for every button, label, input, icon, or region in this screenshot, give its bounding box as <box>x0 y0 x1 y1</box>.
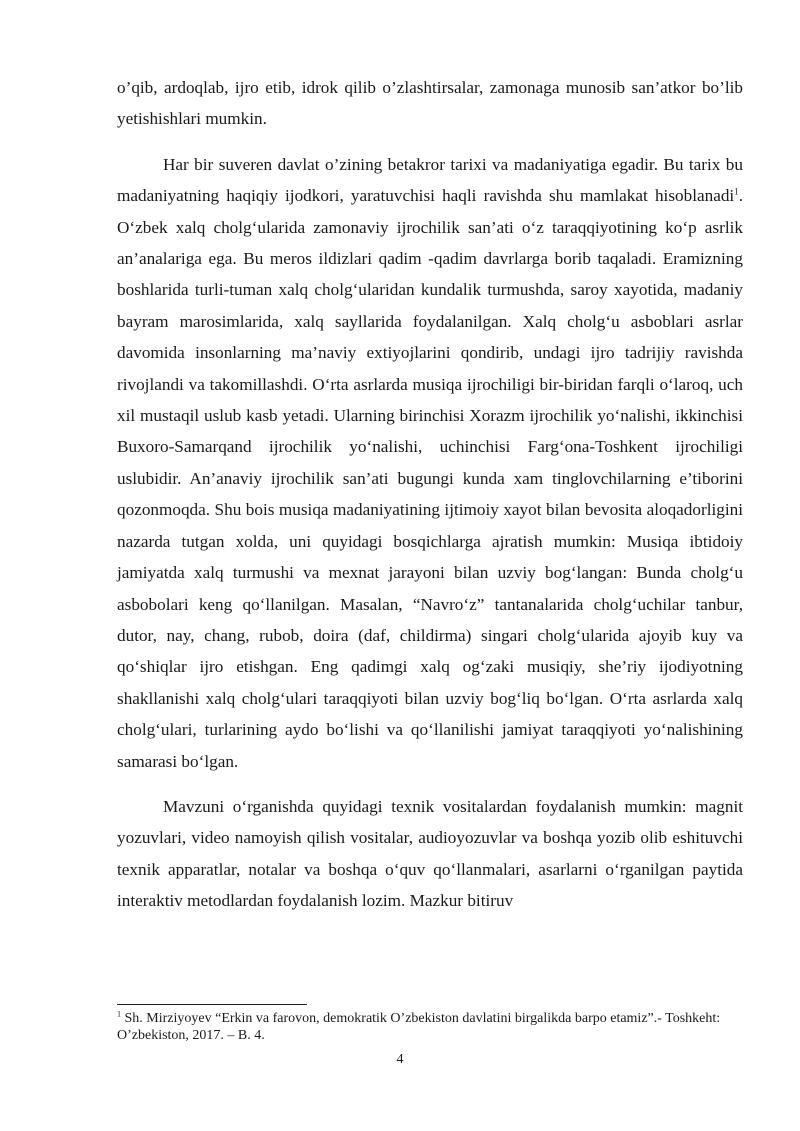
footnote-reference[interactable]: 1 <box>734 186 739 197</box>
paragraph-technical-means: Mavzuni o‘rganishda quyidagi texnik vositalardan foydalanish mumkin: magnit yozuvlari, video namoyish qilish vositalar, audioyozuvlar va boshqa yozib olib eshituvchi texnik apparatlar, notalar va boshqa o‘quv qo‘llanmalari, asarlarni o‘rganilgan paytida interaktiv metodlardan foydalanish lozim. Mazkur bitiruv <box>117 796 743 911</box>
footnote <box>117 1010 747 1044</box>
page-number: 4 <box>396 1052 404 1067</box>
footnote-marker: 1 <box>117 1009 121 1019</box>
footnote-text: Sh. Mirziyoyev “Erkin va farovon, demokratik O’zbekiston davlatini birgalikda barpo etamiz”.- Toshkeht: O’zbekiston, 2017. – B. 4. <box>117 1011 721 1043</box>
paragraph-text-before-ref: Har bir suveren davlat o’zining betakror tarixi va madaniyatiga egadir. Bu tarix bu madaniyatning haqiqiy ijodkori, yaratuvchisi haqli ravishda shu mamlakat hisoblanadi <box>117 154 743 206</box>
paragraph-history <box>117 149 743 777</box>
footnote-separator <box>117 1004 307 1005</box>
paragraph-text-after-ref: . O‘zbek xalq cholg‘ularida zamonaviy ijrochilik san’ati o‘z taraqqiyotining ko‘p asrlik an’analariga ega. Bu meros ildizlari qadim -qadim davrlarga borib taqaladi. Eramizning boshlarida turli-tuman xalq cholg‘ularidan kundalik turmushda, saroy xayotida, madaniy bayram marosimlarida, xalq sayllarida foydalanilgan. Xalq cholg‘u asboblari asrlar davomida insonlarning ma’naviy extiyojlarini qondirib, undagi ijro tadrijiy ravishda rivojlandi va takomillashdi. O‘rta asrlarda musiqa ijrochiligi bir-biridan farqli o‘laroq, uch xil mustaqil uslub kasb yetadi. Ularning birinchisi Xorazm ijrochilik yo‘nalishi, ikkinchisi Buxoro-Samarqand ijrochilik yo‘nalishi, uchinchisi Farg‘ona-Toshkent ijrochiligi uslubidir. An’anaviy ijrochilik san’ati bugungi kunda xam tinglovchilarning e’tiborini qozonmoqda. Shu bois musiqa madaniyatining ijtimoiy xayot bilan bevosita aloqadorligini nazarda tutgan xolda, uni quyidagi bosqichlarga ajratish mumkin: Musiqa ibtidoiy jamiyatda xalq turmushi va mexnat jarayoni bilan uzviy bog‘langan: Bunda cholg‘u asbobolari keng qo‘llanilgan. Masalan, “Navro‘z” tantanalarida cholg‘uchilar tanbur, dutor, nay, chang, rubob, doira (daf, childirma) singari cholg‘ularida ajoyib kuy va qo‘shiqlar ijro etishgan. Eng qadimgi xalq og‘zaki musiqiy, she’riy ijodiyotning shakllanishi xalq cholg‘ulari taraqqiyoti bilan uzviy bog‘liq bo‘lgan. O‘rta asrlarda xalq cholg‘ulari, turlarining aydo bo‘lishi va qo‘llanilishi jamiyat taraqqiyoti yo‘nalishining samarasi bo‘lgan. <box>117 186 743 771</box>
paragraph-continuation: o’qib, ardoqlab, ijro etib, idrok qilib o’zlashtirsalar, zamonaga munosib san’atkor bo’lib yetishishlari mumkin. <box>117 78 743 129</box>
body-text <box>117 72 743 917</box>
